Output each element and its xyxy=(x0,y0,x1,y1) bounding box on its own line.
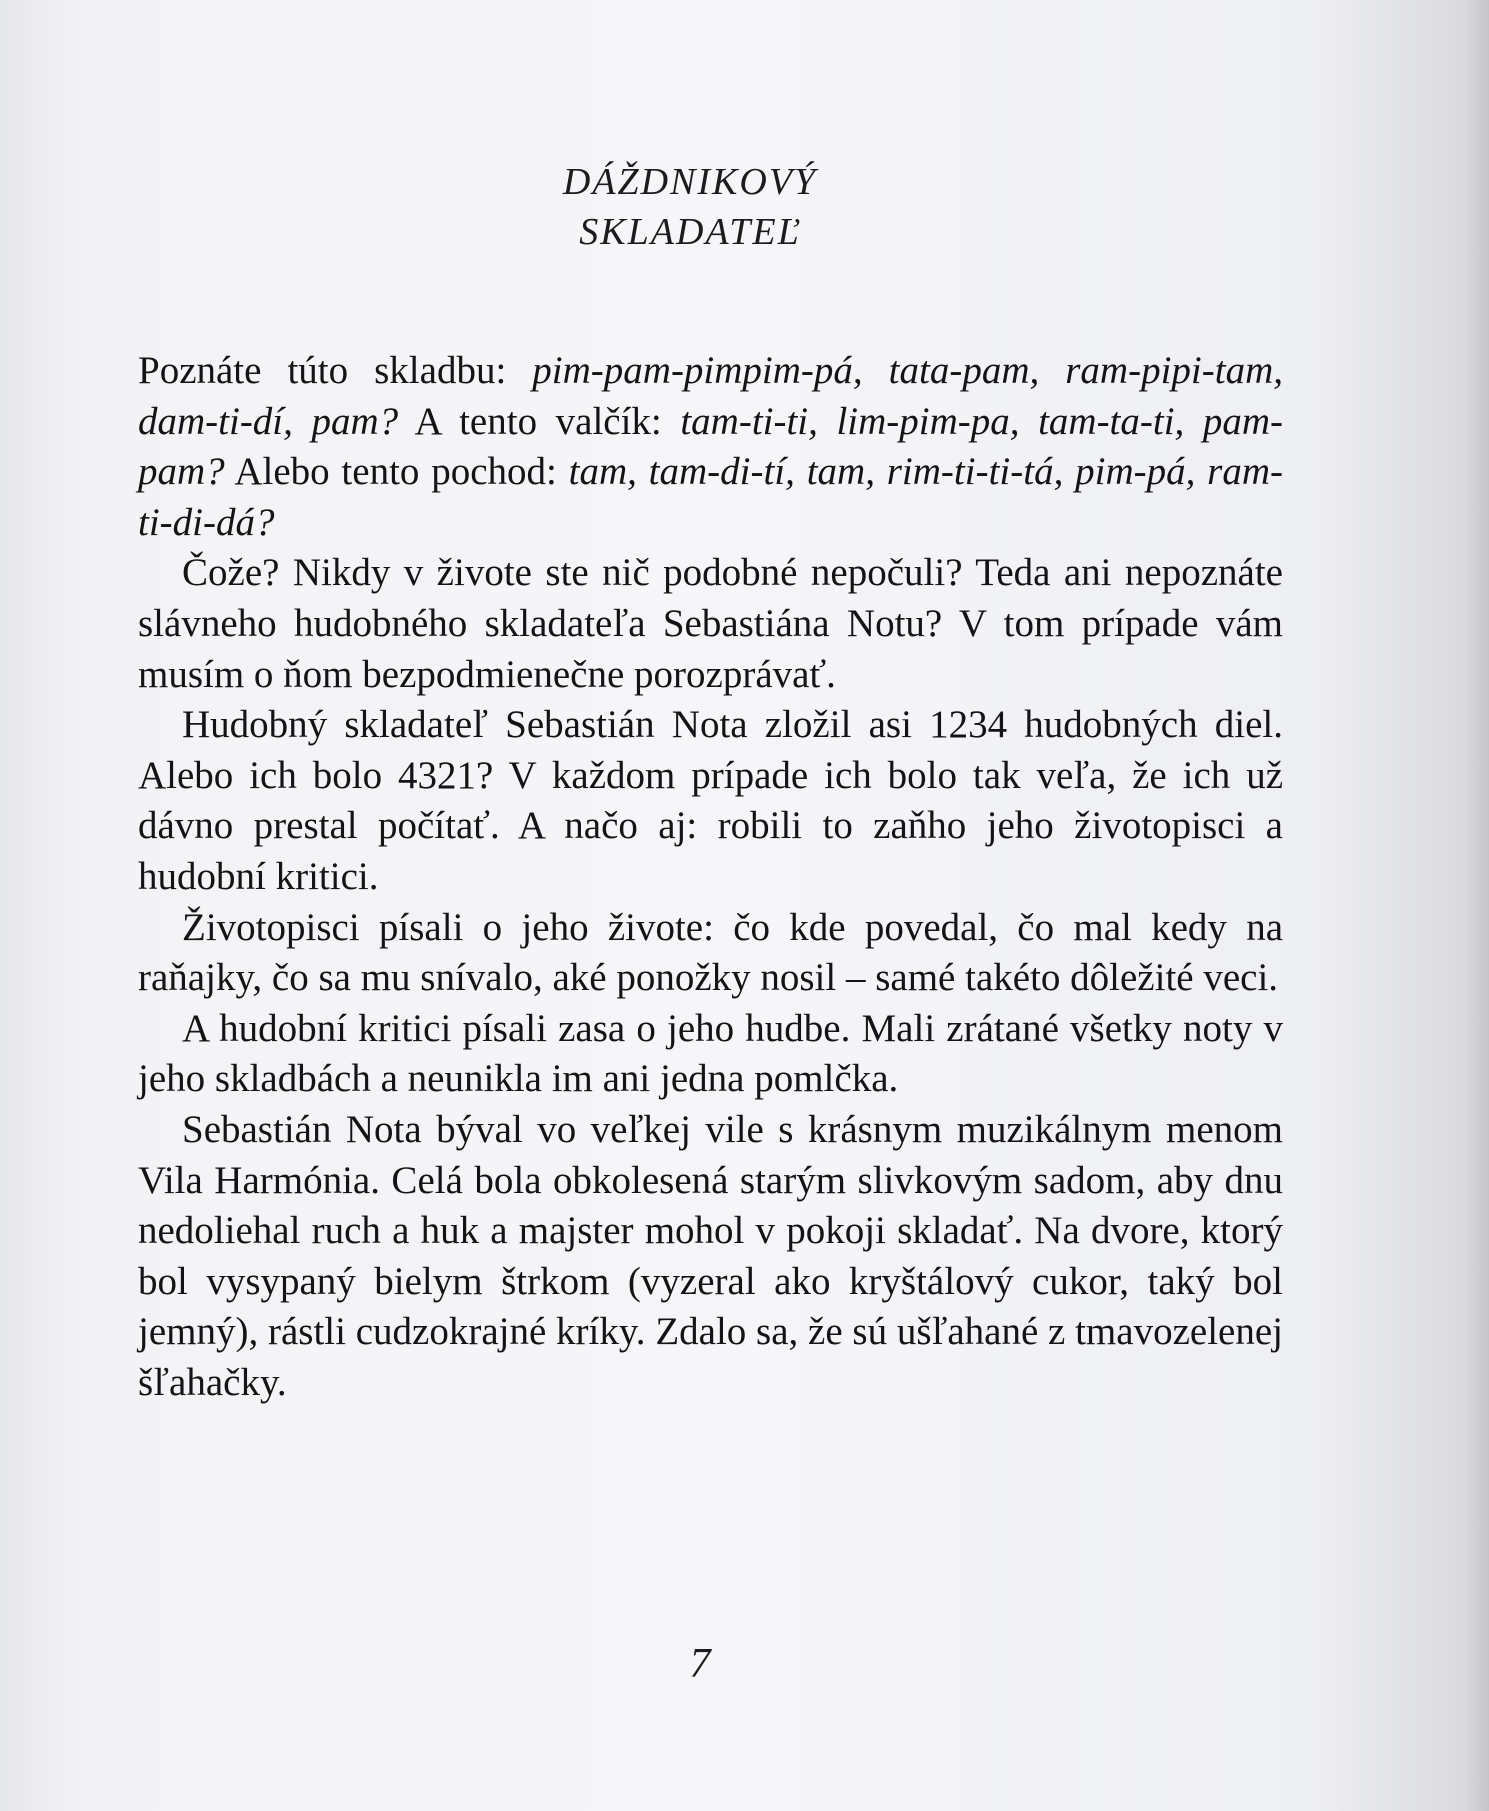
body-text xyxy=(138,346,1283,1408)
text-segment: A hudobní kritici písali zasa o jeho hudbe. Mali zrátané všetky noty v jeho skladbách a neunikla im ani jedna pomlčka. xyxy=(138,1006,1283,1101)
paragraph-4 xyxy=(138,903,1283,1004)
chapter-title-line-1: DÁŽDNIKOVÝ xyxy=(562,161,818,203)
page-number: 7 xyxy=(689,1641,711,1687)
page-edge-shadow xyxy=(1463,0,1489,1811)
italic-segment: tam-ti-ti, lim-pim-pa, tam-ta-ti, pam-pam? xyxy=(138,399,1284,494)
text-segment: A tento valčík: xyxy=(398,399,681,443)
text-segment: Čože? Nikdy v živote ste nič podobné nepočuli? Teda ani nepoznáte slávneho hudobného skladateľa Sebastiána Notu? V tom prípade vám musím o ňom bezpodmienečne porozprávať. xyxy=(138,551,1283,696)
text-segment: Životopisci písali o jeho živote: čo kde povedal, čo mal kedy na raňajky, čo sa mu snívalo, aké ponožky nosil – samé takéto dôležité veci. xyxy=(138,905,1283,1000)
paragraph-3 xyxy=(138,700,1283,902)
text-segment: Sebastián Nota býval vo veľkej vile s krásnym muzikálnym menom Vila Harmónia. Celá bola obkolesená starým slivkovým sadom, aby dnu nedoliehal ruch a huk a majster mohol v pokoji skladať. Na dvore, ktorý bol vysypaný bielym štrkom (vyzeral ako kryštálový cukor, taký bol jemný), rástli cudzokrajné kríky. Zdalo sa, že sú ušľahané z tmavozelenej šľahačky. xyxy=(138,1107,1283,1404)
italic-segment: tam, tam-di-tí, tam, rim-ti-ti-tá, pim-pá, ram-ti-di-dá? xyxy=(138,450,1283,544)
italic-segment: pim-pam-pimpim-pá, tata-pam, ram-pipi-tam, dam-ti-dí, pam? xyxy=(138,349,1283,443)
paragraph-1 xyxy=(138,346,1283,548)
paragraph-2 xyxy=(138,548,1283,700)
chapter-title-line-2: SKLADATEĽ xyxy=(579,211,801,253)
text-segment: Poznáte túto skladbu: xyxy=(138,349,533,392)
text-segment: Alebo tento pochod: xyxy=(224,450,569,494)
text-segment: Hudobný skladateľ Sebastián Nota zložil asi 1234 hudobných diel. Alebo ich bolo 4321? V každom prípade ich bolo tak veľa, že ich už dávno prestal počítať. A načo aj: robili to zaňho jeho životopisci a hudobní kritici. xyxy=(138,703,1283,898)
paragraph-5 xyxy=(138,1004,1283,1105)
paragraph-6 xyxy=(138,1105,1283,1409)
